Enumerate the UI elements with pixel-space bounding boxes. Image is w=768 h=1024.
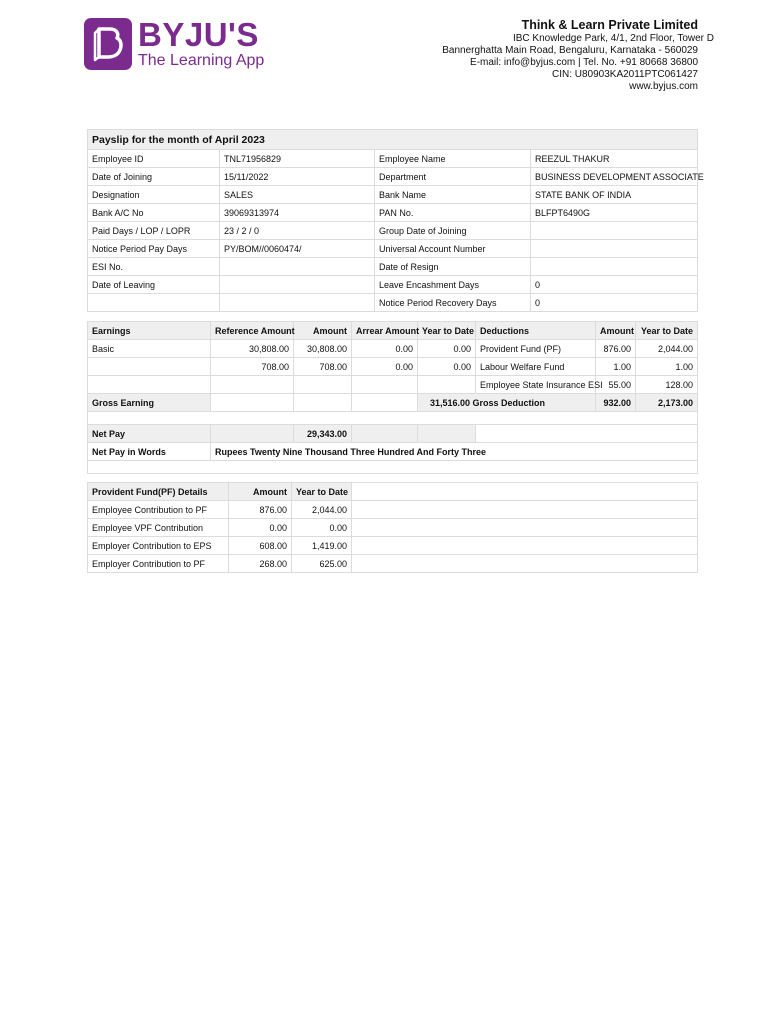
- payslip-title: Payslip for the month of April 2023: [88, 130, 698, 150]
- info-value: 0: [531, 294, 698, 312]
- pf-amount: 876.00: [229, 501, 292, 519]
- earning-ytd: 0.00: [418, 358, 476, 376]
- info-label: Department: [375, 168, 531, 186]
- earnings-header-row: [88, 322, 698, 340]
- pf-amount-header: Amount: [229, 483, 292, 501]
- net-pay-label: Net Pay: [88, 425, 211, 443]
- earning-reference: 30,808.00: [211, 340, 294, 358]
- gross-deduction-amount: 932.00: [596, 394, 636, 412]
- earning-ytd: 0.00: [418, 340, 476, 358]
- info-row: [88, 168, 698, 186]
- pf-row: [88, 555, 698, 573]
- earning-name: [88, 376, 211, 394]
- pf-empty-cell: [352, 555, 698, 573]
- byjus-b-logo-icon: [84, 18, 132, 70]
- net-pay-empty-cell: [476, 425, 698, 443]
- year-to-date-header: Year to Date: [418, 322, 476, 340]
- deduction-amount: 1.00: [596, 358, 636, 376]
- info-value: [220, 258, 375, 276]
- info-label: PAN No.: [375, 204, 531, 222]
- spacer-row: [88, 412, 698, 425]
- pf-ytd: 625.00: [292, 555, 352, 573]
- info-value: REEZUL THAKUR: [531, 150, 698, 168]
- info-row: [88, 258, 698, 276]
- brand-name: BYJU'S: [138, 16, 259, 53]
- info-row: [88, 276, 698, 294]
- earning-amount: 30,808.00: [294, 340, 352, 358]
- deduction-amount-header: Amount: [596, 322, 636, 340]
- pf-details-header: Provident Fund(PF) Details: [88, 483, 229, 501]
- pf-empty-cell: [352, 519, 698, 537]
- pf-empty-cell: [352, 483, 698, 501]
- info-row: [88, 204, 698, 222]
- brand-tagline: The Learning App: [138, 52, 265, 69]
- info-label: Bank Name: [375, 186, 531, 204]
- info-label: Date of Joining: [88, 168, 220, 186]
- earning-arrear: [352, 376, 418, 394]
- net-pay-empty-cell: [211, 425, 294, 443]
- gross-empty-cell: [211, 394, 294, 412]
- net-pay-empty-cell: [418, 425, 476, 443]
- info-value: BUSINESS DEVELOPMENT ASSOCIATE: [531, 168, 698, 186]
- pf-empty-cell: [352, 537, 698, 555]
- company-address-block: [442, 18, 714, 93]
- gross-earning-ytd: 31,516.00: [429, 397, 470, 408]
- earning-name: Basic: [88, 340, 211, 358]
- info-value: TNL71956829: [220, 150, 375, 168]
- deduction-ytd: 128.00: [636, 376, 698, 394]
- earnings-row: [88, 376, 698, 394]
- pf-row: [88, 501, 698, 519]
- info-value: [531, 258, 698, 276]
- earnings-header: Earnings: [88, 322, 211, 340]
- pf-label: Employee VPF Contribution: [88, 519, 229, 537]
- net-pay-words-label: Net Pay in Words: [88, 443, 211, 461]
- gross-deduction-ytd: 2,173.00: [636, 394, 698, 412]
- info-label: Date of Resign: [375, 258, 531, 276]
- info-value: 0: [531, 276, 698, 294]
- deduction-amount: 876.00: [596, 340, 636, 358]
- info-label: ESI No.: [88, 258, 220, 276]
- pf-ytd: 0.00: [292, 519, 352, 537]
- reference-amount-header: Reference Amount: [211, 322, 294, 340]
- pf-header-row: [88, 483, 698, 501]
- info-label: Designation: [88, 186, 220, 204]
- pf-amount: 0.00: [229, 519, 292, 537]
- net-pay-empty-cell: [352, 425, 418, 443]
- company-logo: [84, 18, 264, 70]
- deduction-ytd-header: Year to Date: [636, 322, 698, 340]
- earnings-row: [88, 340, 698, 358]
- earning-reference: [211, 376, 294, 394]
- provident-fund-table: [87, 482, 698, 573]
- pf-label: Employee Contribution to PF: [88, 501, 229, 519]
- deduction-ytd: 2,044.00: [636, 340, 698, 358]
- company-name: Think & Learn Private Limited: [521, 18, 698, 32]
- amount-header: Amount: [294, 322, 352, 340]
- gross-row: [88, 394, 698, 412]
- gross-deduction-label: Gross Deduction: [472, 397, 546, 408]
- gross-empty-cell: [294, 394, 352, 412]
- net-pay-row: [88, 425, 698, 443]
- payslip-title-row: [88, 130, 698, 150]
- earning-arrear: 0.00: [352, 358, 418, 376]
- pf-row: [88, 537, 698, 555]
- info-value: BLFPT6490G: [531, 204, 698, 222]
- info-row: [88, 240, 698, 258]
- pf-empty-cell: [352, 501, 698, 519]
- info-row: [88, 294, 698, 312]
- info-row: [88, 222, 698, 240]
- gross-earning-label: Gross Earning: [88, 394, 211, 412]
- deduction-name: Labour Welfare Fund: [476, 358, 596, 376]
- pf-row: [88, 519, 698, 537]
- info-row: [88, 186, 698, 204]
- info-label: Employee Name: [375, 150, 531, 168]
- pf-label: Employer Contribution to PF: [88, 555, 229, 573]
- company-website: www.byjus.com: [629, 81, 698, 92]
- info-value: [531, 222, 698, 240]
- info-value: SALES: [220, 186, 375, 204]
- info-value: [220, 294, 375, 312]
- net-pay-words-value: Rupees Twenty Nine Thousand Three Hundred And Forty Three: [211, 443, 698, 461]
- info-value: 39069313974: [220, 204, 375, 222]
- info-label: Date of Leaving: [88, 276, 220, 294]
- info-label: Notice Period Recovery Days: [375, 294, 531, 312]
- info-value: [531, 240, 698, 258]
- spacer-row: [88, 461, 698, 474]
- info-value: 15/11/2022: [220, 168, 375, 186]
- arrear-amount-header: Arrear Amount: [352, 322, 418, 340]
- info-label: Universal Account Number: [375, 240, 531, 258]
- info-label: Paid Days / LOP / LOPR: [88, 222, 220, 240]
- earnings-deductions-table: [87, 321, 698, 474]
- company-contact-line: E-mail: info@byjus.com | Tel. No. +91 80668 36800: [470, 57, 698, 68]
- gross-empty-cell: [352, 394, 418, 412]
- info-label: Employee ID: [88, 150, 220, 168]
- info-label: [88, 294, 220, 312]
- deduction-name: Provident Fund (PF): [476, 340, 596, 358]
- company-address-line-1: IBC Knowledge Park, 4/1, 2nd Floor, Tower D: [512, 33, 714, 44]
- company-address-line-2: Bannerghatta Main Road, Bengaluru, Karnataka - 560029: [442, 45, 698, 56]
- gross-earning-total-cell: [418, 394, 596, 412]
- earning-arrear: 0.00: [352, 340, 418, 358]
- spacer-cell: [88, 461, 698, 474]
- earning-ytd: [418, 376, 476, 394]
- info-row: [88, 150, 698, 168]
- net-pay-words-row: [88, 443, 698, 461]
- info-value: STATE BANK OF INDIA: [531, 186, 698, 204]
- deductions-header: Deductions: [476, 322, 596, 340]
- earning-amount: 708.00: [294, 358, 352, 376]
- company-cin: CIN: U80903KA2011PTC061427: [551, 69, 698, 80]
- pf-ytd: 2,044.00: [292, 501, 352, 519]
- spacer-cell: [88, 412, 698, 425]
- info-label: Bank A/C No: [88, 204, 220, 222]
- earning-reference: 708.00: [211, 358, 294, 376]
- pf-amount: 608.00: [229, 537, 292, 555]
- info-label: Notice Period Pay Days: [88, 240, 220, 258]
- net-pay-amount: 29,343.00: [294, 425, 352, 443]
- employee-info-table: [87, 129, 704, 312]
- info-label: Leave Encashment Days: [375, 276, 531, 294]
- pf-amount: 268.00: [229, 555, 292, 573]
- earning-amount: [294, 376, 352, 394]
- info-value: 23 / 2 / 0: [220, 222, 375, 240]
- deduction-ytd: 1.00: [636, 358, 698, 376]
- info-value: PY/BOM//0060474/: [220, 240, 375, 258]
- info-label: Group Date of Joining: [375, 222, 531, 240]
- deduction-name: Employee State Insurance ESI: [476, 376, 596, 394]
- earning-name: [88, 358, 211, 376]
- pf-ytd-header: Year to Date: [292, 483, 352, 501]
- info-value: [220, 276, 375, 294]
- pf-label: Employer Contribution to EPS: [88, 537, 229, 555]
- deduction-amount: 55.00: [596, 376, 636, 394]
- earnings-row: [88, 358, 698, 376]
- pf-ytd: 1,419.00: [292, 537, 352, 555]
